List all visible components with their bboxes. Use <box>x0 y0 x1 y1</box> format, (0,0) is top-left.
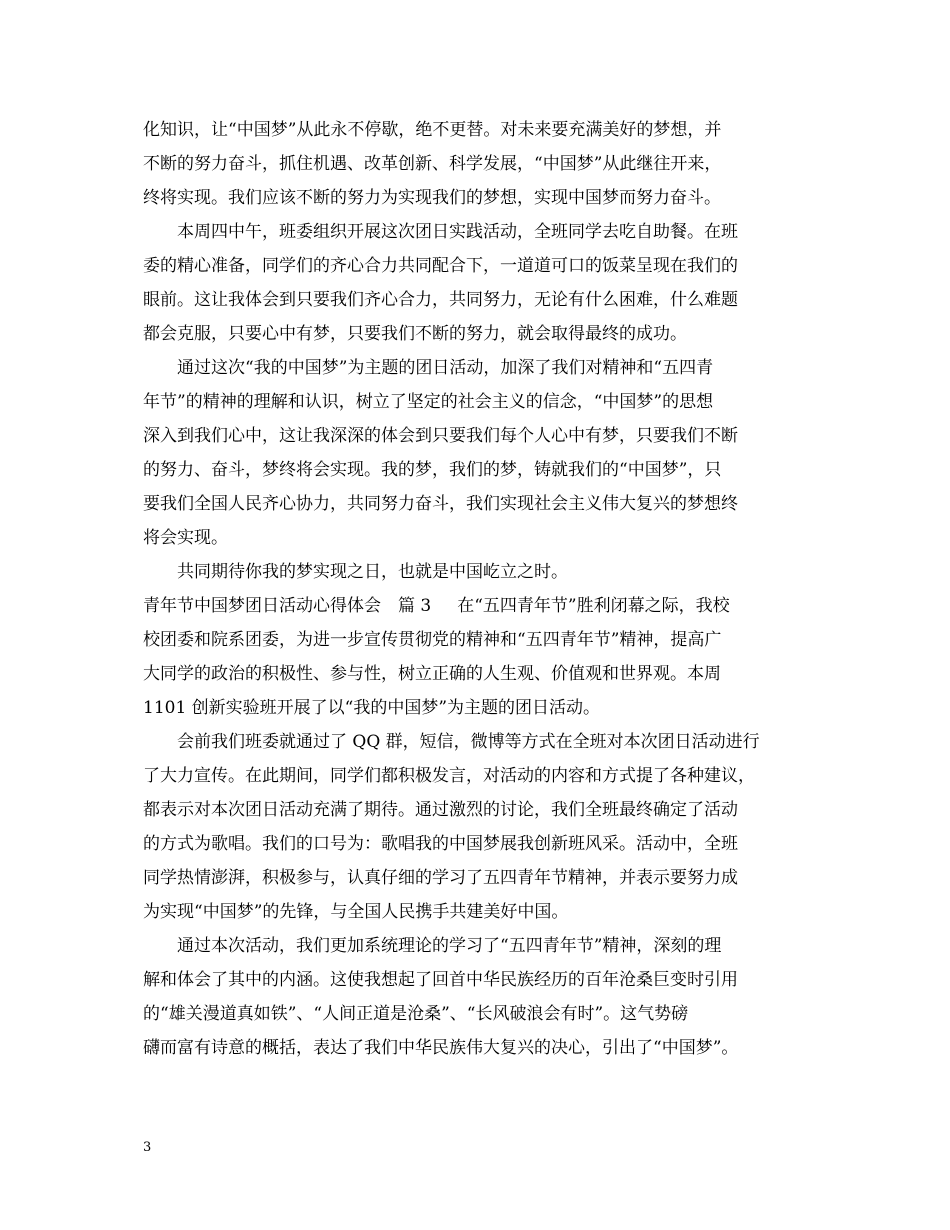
document-body <box>143 113 813 1065</box>
section-heading: 青年节中国梦团日活动心得体会 篇 3 <box>143 596 432 616</box>
text-line: 1101 创新实验班开展了以“我的中国梦”为主题的团日活动。 <box>143 698 601 718</box>
text-line: 校团委和院系团委，为进一步宣传贯彻党的精神和“五四青年节”精神，提高广 <box>143 630 722 650</box>
text-line: 会前我们班委就通过了 QQ 群，短信，微博等方式在全班对本次团日活动进行 <box>177 732 760 752</box>
text-line: 年节”的精神的理解和认识，树立了坚定的社会主义的信念，“中国梦”的思想 <box>143 392 714 412</box>
text-line: 解和体会了其中的内涵。这使我想起了回首中华民族经历的百年沧桑巨变时引用 <box>143 970 738 990</box>
section-heading-line <box>143 589 813 623</box>
text-line: 的方式为歌唱。我们的口号为：歌唱我的中国梦展我创新班风采。活动中，全班 <box>143 834 738 854</box>
text-line: 眼前。这让我体会到只要我们齐心合力，共同努力，无论有什么困难，什么难题 <box>143 290 738 310</box>
text-block-before <box>143 113 813 589</box>
text-line: 不断的努力奋斗，抓住机遇、改革创新、科学发展，“中国梦”从此继往开来， <box>143 154 722 174</box>
text-line: 的“雄关漫道真如铁”、“人间正道是沧桑”、“长风破浪会有时”。这气势磅 <box>143 1004 689 1024</box>
text-line: 本周四中午，班委组织开展这次团日实践活动，全班同学去吃自助餐。在班 <box>177 222 738 242</box>
text-line: 了大力宣传。在此期间，同学们都积极发言，对活动的内容和方式提了各种建议， <box>143 766 755 786</box>
text-line: 终将实现。我们应该不断的努力为实现我们的梦想，实现中国梦而努力奋斗。 <box>143 188 721 208</box>
text-line: 通过这次“我的中国梦”为主题的团日活动，加深了我们对精神和“五四青 <box>177 358 714 378</box>
text-line: 同学热情澎湃，积极参与，认真仔细的学习了五四青年节精神，并表示要努力成 <box>143 868 738 888</box>
text-line: 通过本次活动，我们更加系统理论的学习了“五四青年节”精神，深刻的理 <box>177 936 722 956</box>
text-block-after <box>143 623 813 1065</box>
page-number: 3 <box>143 1140 152 1155</box>
text-line: 大同学的政治的积极性、参与性，树立正确的人生观、价值观和世界观。本周 <box>143 664 721 684</box>
text-line: 共同期待你我的梦实现之日，也就是中国屹立之时。 <box>177 562 568 582</box>
text-line: 都表示对本次团日活动充满了期待。通过激烈的讨论，我们全班最终确定了活动 <box>143 800 738 820</box>
heading-continuation-text: 在“五四青年节”胜利闭幕之际，我校 <box>457 596 730 616</box>
text-line: 深入到我们心中，这让我深深的体会到只要我们每个人心中有梦，只要我们不断 <box>143 426 738 446</box>
text-line: 将会实现。 <box>143 528 228 548</box>
text-line: 都会克服，只要心中有梦，只要我们不断的努力，就会取得最终的成功。 <box>143 324 687 344</box>
text-line: 要我们全国人民齐心协力，共同努力奋斗，我们实现社会主义伟大复兴的梦想终 <box>143 494 738 514</box>
text-line: 的努力、奋斗，梦终将会实现。我的梦，我们的梦，铸就我们的“中国梦”，只 <box>143 460 722 480</box>
text-line: 礴而富有诗意的概括，表达了我们中华民族伟大复兴的决心，引出了“中国梦”。 <box>143 1038 739 1058</box>
text-line: 委的精心准备，同学们的齐心合力共同配合下，一道道可口的饭菜呈现在我们的 <box>143 256 738 276</box>
text-line: 化知识，让“中国梦”从此永不停歇，绝不更替。对未来要充满美好的梦想，并 <box>143 120 722 140</box>
text-line: 为实现“中国梦”的先锋，与全国人民携手共建美好中国。 <box>143 902 569 922</box>
